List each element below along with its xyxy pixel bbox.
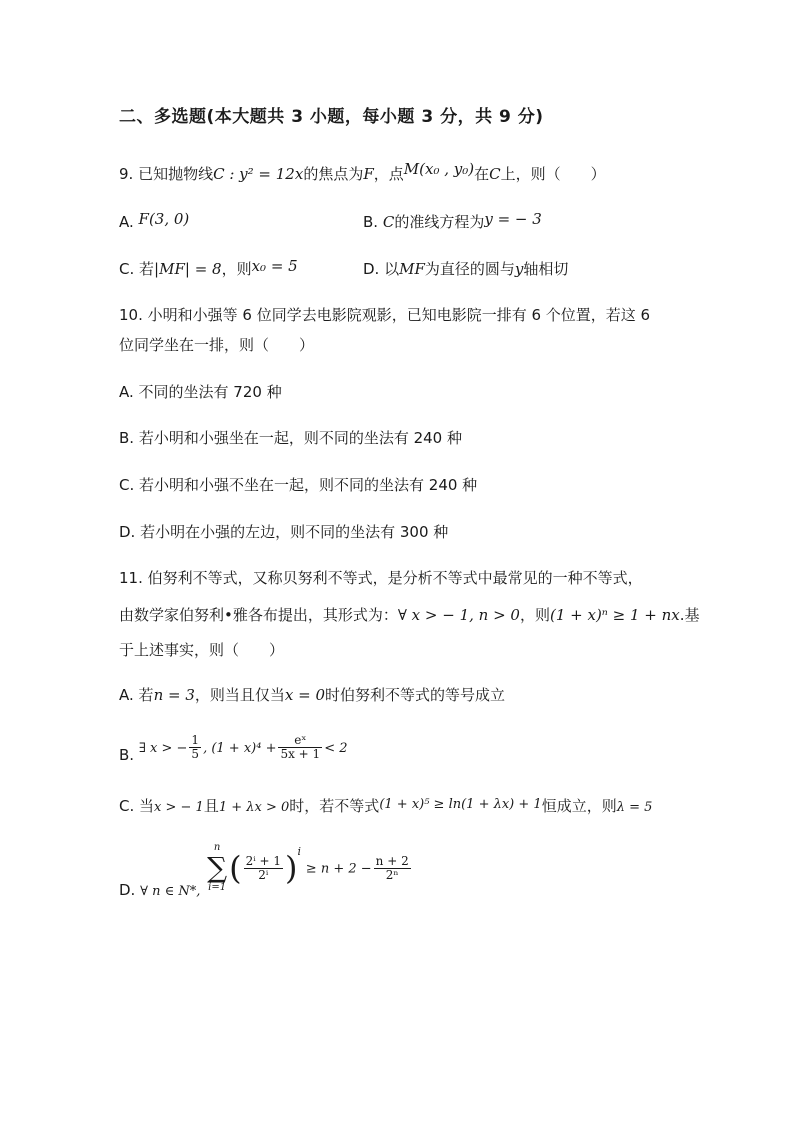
fraction-denominator: 5x + 1 xyxy=(280,747,321,761)
question-10-stem-line2: 位同学坐在一排，则（ ） xyxy=(119,336,315,354)
sigma-symbol: ∑ xyxy=(207,851,228,884)
math-expression: ∀ x > − 1, n > 0 xyxy=(397,606,520,624)
stem-text: 在 xyxy=(474,165,490,183)
math-expression: y = − 3 xyxy=(484,210,542,228)
option-label: C. xyxy=(119,260,135,278)
fraction xyxy=(244,855,283,882)
option-text: 轴相切 xyxy=(523,260,569,278)
option-label: B. xyxy=(119,746,135,764)
option-9b xyxy=(363,212,542,232)
math-expression: x > − 1 xyxy=(154,800,204,815)
math-expression: λ = 5 xyxy=(616,800,653,815)
option-label: A. xyxy=(119,213,134,231)
math-expression: x = 0 xyxy=(284,686,325,704)
fraction xyxy=(374,855,411,882)
fraction xyxy=(278,734,322,761)
option-9d xyxy=(363,259,568,279)
option-label: C. xyxy=(119,797,135,815)
summation-expression xyxy=(205,842,413,894)
question-11-stem-line3: 于上述事实，则（ ） xyxy=(119,641,285,659)
math-expression: (1 + x)⁵ ≥ ln(1 + λx) + 1 xyxy=(379,797,542,812)
math-expression: ≥ n + 2 − xyxy=(305,861,372,877)
option-text: ，则 xyxy=(221,260,252,278)
stem-text: ，点 xyxy=(373,165,404,183)
option-text: 的准线方程为 xyxy=(394,213,485,231)
option-10a: A. 不同的坐法有 720 种 xyxy=(119,383,282,401)
option-text: 当 xyxy=(139,797,155,815)
option-11d xyxy=(119,842,413,902)
option-11c xyxy=(119,796,652,818)
stem-text: 由数学家伯努利•雅各布提出，其形式为： xyxy=(119,606,398,624)
math-expression: y xyxy=(514,260,524,278)
math-expression: C : y² = 12x xyxy=(213,165,304,183)
math-expression: C xyxy=(382,213,395,231)
section-title: 二、多选题(本大题共 3 小题，每小题 3 分，共 9 分) xyxy=(119,107,544,127)
option-label: A. xyxy=(119,686,134,704)
fraction-numerator: 1 xyxy=(191,733,200,747)
question-number: 9. xyxy=(119,165,134,183)
question-10-stem-line1: 10. 小明和小强等 6 位同学去电影院观影，已知电影院一排有 6 个位置，若这 6 xyxy=(119,306,651,324)
stem-text: ，则 xyxy=(519,606,550,624)
option-text: 恒成立，则 xyxy=(541,797,617,815)
stem-text: 已知抛物线 xyxy=(138,165,214,183)
fraction-numerator: 2ⁱ + 1 xyxy=(245,853,281,868)
option-10b: B. 若小明和小强坐在一起，则不同的坐法有 240 种 xyxy=(119,429,462,447)
stem-text: .基 xyxy=(679,606,700,624)
math-expression: ∃ x > − xyxy=(138,741,188,756)
exponent: i xyxy=(297,845,302,858)
math-expression: 1 + λx > 0 xyxy=(218,800,290,815)
math-expression: < 2 xyxy=(324,741,348,756)
question-9-stem xyxy=(119,160,606,184)
question-11-stem-line2 xyxy=(119,605,700,625)
option-label: B. xyxy=(363,213,379,231)
option-text: 以 xyxy=(384,260,400,278)
math-expression: |MF| = 8 xyxy=(154,260,222,278)
option-10d: D. 若小明在小强的左边，则不同的坐法有 300 种 xyxy=(119,523,449,541)
fraction-numerator: eˣ xyxy=(278,734,322,748)
option-label: D. xyxy=(119,881,136,899)
math-expression: n = 3 xyxy=(153,686,195,704)
option-label: D. xyxy=(363,260,380,278)
option-text: ，则当且仅当 xyxy=(194,686,285,704)
fraction-denominator: 2ⁱ xyxy=(258,867,269,882)
option-text: 若 xyxy=(138,686,154,704)
math-expression: F(3, 0) xyxy=(138,210,190,228)
question-11-stem-line1: 11. 伯努利不等式，又称贝努利不等式，是分析不等式中最常见的一种不等式， xyxy=(119,569,643,587)
right-paren: ) xyxy=(285,849,298,887)
summation xyxy=(207,842,227,894)
stem-text: 上，则（ ） xyxy=(500,165,606,183)
math-expression: C xyxy=(489,165,501,183)
summation-lower: i=1 xyxy=(208,882,227,893)
option-9a xyxy=(119,212,189,232)
fraction-numerator: n + 2 xyxy=(375,853,409,868)
option-10c: C. 若小明和小强不坐在一起，则不同的坐法有 240 种 xyxy=(119,476,478,494)
math-expression: MF xyxy=(399,260,425,278)
fraction xyxy=(189,734,201,761)
math-expression: M(x₀ , y₀) xyxy=(403,160,475,178)
summation-upper: n xyxy=(213,842,221,853)
option-text: 时，若不等式 xyxy=(289,797,380,815)
option-9c xyxy=(119,259,298,279)
stem-text: 的焦点为 xyxy=(303,165,364,183)
math-expression: x₀ = 5 xyxy=(251,257,298,275)
fraction-denominator: 5 xyxy=(191,747,200,761)
option-text: 时伯努利不等式的等号成立 xyxy=(325,686,506,704)
math-expression: ∀ n ∈ N*, xyxy=(140,884,201,899)
option-text: 若 xyxy=(139,260,155,278)
math-expression: F xyxy=(363,165,374,183)
math-expression: (1 + x)ⁿ ≥ 1 + nx xyxy=(549,606,680,624)
option-11b xyxy=(119,730,348,766)
fraction-denominator: 2ⁿ xyxy=(385,867,399,882)
math-expression: , (1 + x)⁴ + xyxy=(203,741,277,756)
option-text: 且 xyxy=(203,797,219,815)
option-text: 为直径的圆与 xyxy=(424,260,515,278)
left-paren: ( xyxy=(229,849,242,887)
option-11a xyxy=(119,685,505,705)
